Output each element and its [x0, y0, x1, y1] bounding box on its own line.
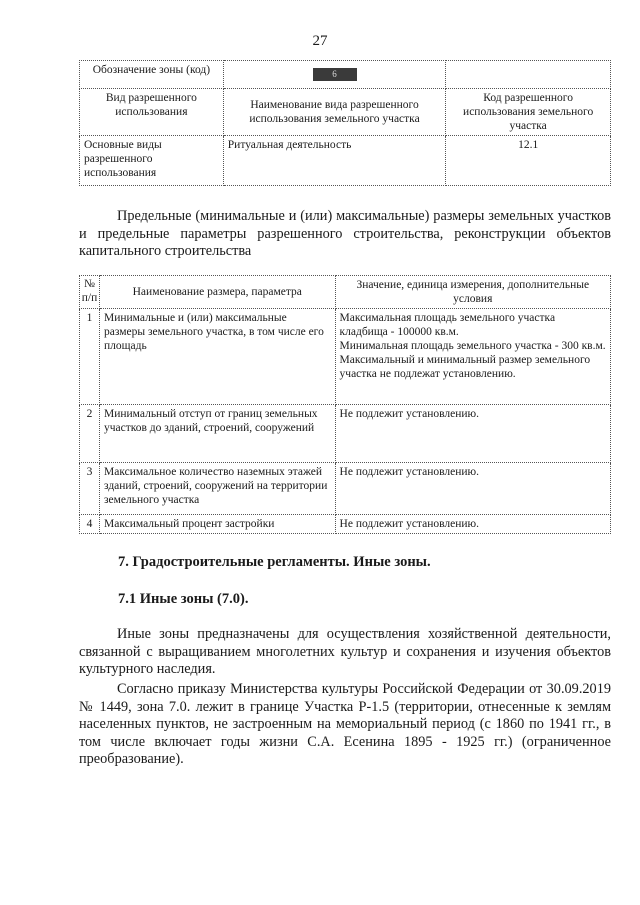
para-other-zones: Иные зоны предназначены для осуществления хозяйственной деятельности, связанной с выращиванием многолетних культур и сохранения и изучения объектов культурного наследия. [79, 626, 611, 677]
para-order: Согласно приказу Министерства культуры Российской Федерации от 30.09.2019 № 1449, зона 7.0. лежит в границе Участка Р-1.5 (территории, отнесенные к землям населенных пунктов, не застроенным на мемориальный период (с 1860 по 1941 гг., в том числе включает годы жизни С.А. Есенина 1895 - 1925 гг.) (ограниченное преобразование). [79, 681, 611, 767]
col-use-type: Вид разрешенного использования [80, 89, 224, 136]
row-label: Основные виды разрешенного использования [80, 136, 224, 186]
col-use-name: Наименование вида разрешенного использования земельного участка [223, 89, 446, 136]
header-value: Значение, единица измерения, дополнительные условия [335, 276, 610, 309]
params-table [79, 275, 611, 534]
zone-table [79, 60, 611, 186]
col-use-code: Код разрешенного использования земельного участка [446, 89, 611, 136]
row-num: 2 [80, 405, 100, 463]
row-value: Не подлежит установлению. [335, 405, 610, 463]
row-num: 4 [80, 515, 100, 534]
zone-label: Обозначение зоны (код) [80, 61, 224, 89]
row-param-name: Минимальные и (или) максимальные размеры земельного участка, в том числе его площадь [99, 309, 335, 405]
page-number: 27 [312, 33, 328, 49]
row-value: Не подлежит установлению. [335, 463, 610, 515]
row-num: 3 [80, 463, 100, 515]
row-param-name: Максимальное количество наземных этажей зданий, строений, сооружений на территории земельного участка [99, 463, 335, 515]
heading-section-7-1: 7.1 Иные зоны (7.0). [118, 591, 249, 607]
row-value: Максимальный и минимальный размер земельного участка не подлежат установлению. [339, 354, 591, 380]
header-name: Наименование размера, параметра [99, 276, 335, 309]
heading-section-7: 7. Градостроительные регламенты. Иные зоны. [118, 554, 431, 570]
zone-code: 6 [313, 68, 357, 81]
row-value: Не подлежит установлению. [335, 515, 610, 534]
row-value: Максимальная площадь земельного участка кладбища - 100000 кв.м. [339, 312, 556, 338]
header-num: № п/п [80, 276, 100, 309]
para-limits: Предельные (минимальные и (или) максимальные) размеры земельных участков и предельные параметры разрешенного строительства, реконструкции объектов капитального строительства [79, 208, 611, 259]
row-value: Минимальная площадь земельного участка - 300 кв.м. [339, 340, 606, 352]
row-num: 1 [80, 309, 100, 405]
row-name: Ритуальная деятельность [223, 136, 446, 186]
row-param-name: Минимальный отступ от границ земельных участков до зданий, строений, сооружений [99, 405, 335, 463]
row-code: 12.1 [446, 136, 611, 186]
row-param-name: Максимальный процент застройки [99, 515, 335, 534]
